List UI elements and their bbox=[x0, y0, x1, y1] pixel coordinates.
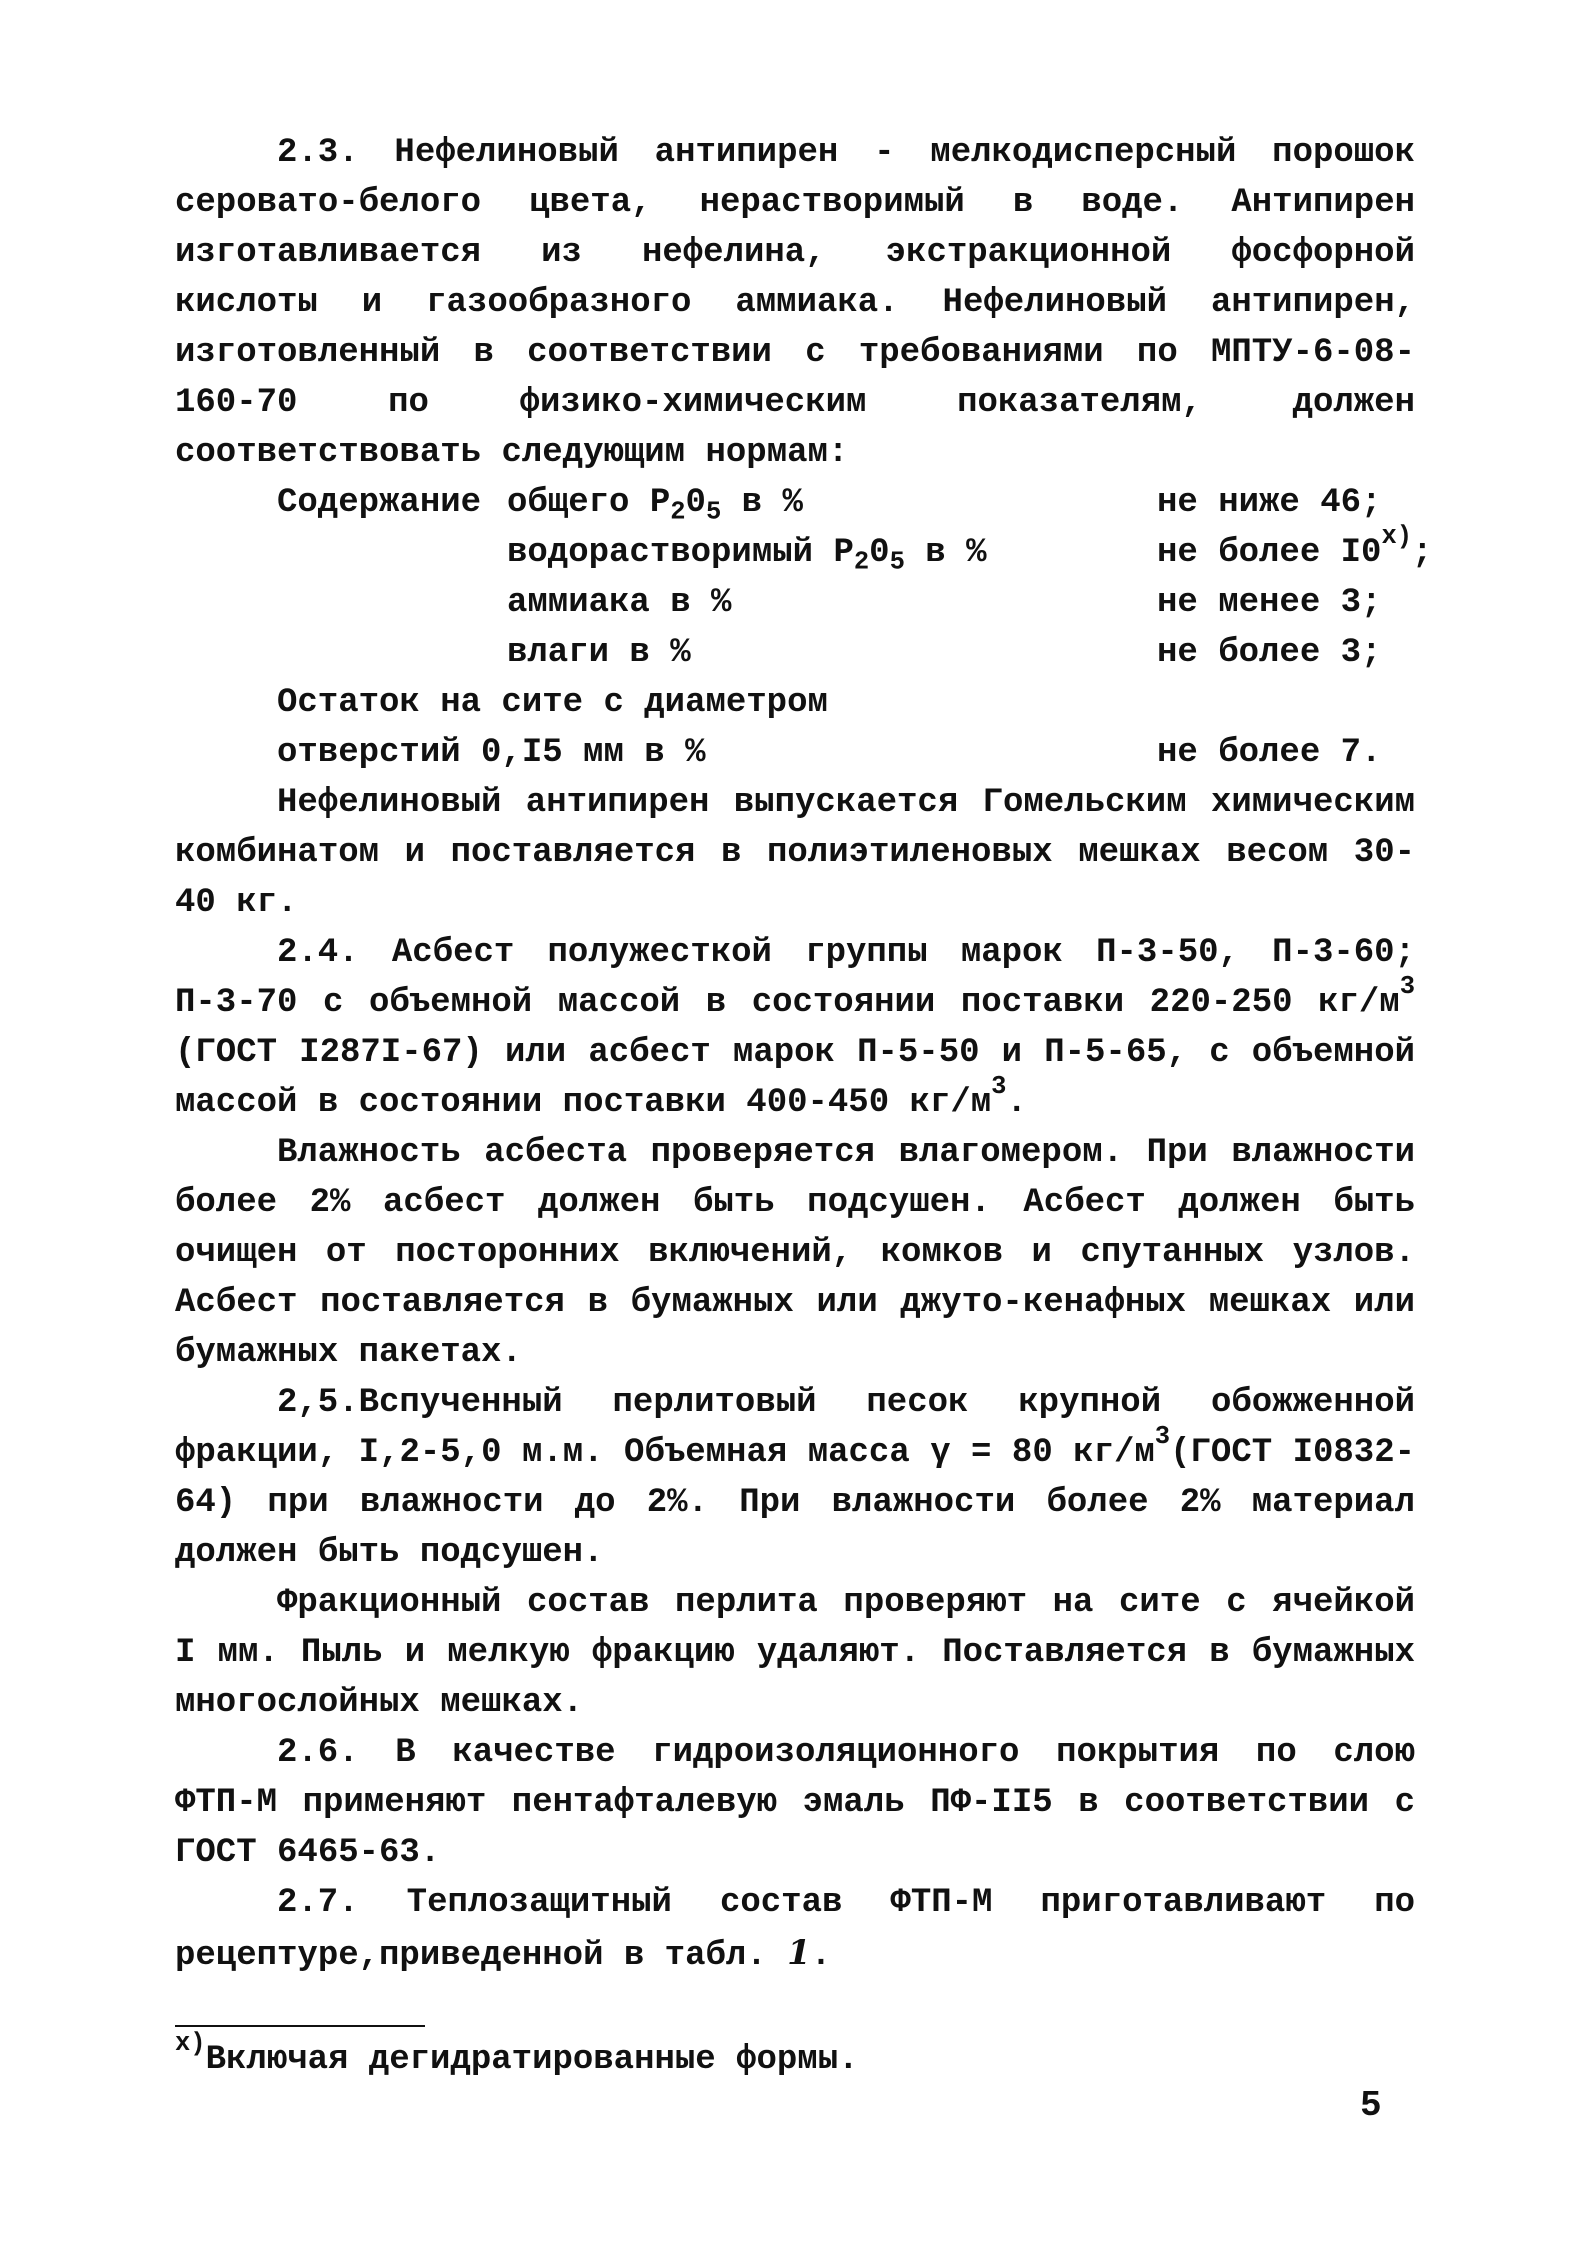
paragraph-2-7-part-b: . bbox=[810, 1937, 832, 1975]
footnote bbox=[175, 2029, 859, 2085]
specification-table bbox=[277, 478, 1433, 778]
spec-row2-item: водорастворимый $P_20_5$ в % bbox=[507, 534, 987, 577]
paragraph-2-4-tail-text: Влажность асбеста проверяется влагомером. При влажности более 2% асбест должен быть подсушен. Асбест должен быть очищен от посторонних включений, комков и спутанных узлов. Асбест поставляется в бумажных или джуто-кенафных мешках или бумажных пакетах. bbox=[175, 1134, 1415, 1372]
spec-row1-value: не ниже 46; bbox=[1157, 484, 1382, 522]
paragraph-2-3-text: 2.3. Нефелиновый антипирен - мелкодисперсный порошок серовато-белого цвета, нерастворимый в воде. Антипирен изготавливается из нефелина, экстракционной фосфорной кислоты и газообразного аммиака. Нефелиновый антипирен, изготовленный в соответствии с требованиями по МПТУ-6-08-160-70 по физико-химическим показателям, должен соответствовать следующим нормам: bbox=[175, 134, 1415, 472]
paragraph-2-4 bbox=[175, 928, 1415, 1128]
spec-row2-blank bbox=[277, 528, 507, 578]
superscript-cube-1: 3 bbox=[1399, 972, 1415, 1002]
footnote-divider bbox=[175, 2025, 425, 2027]
spec-row6-label: отверстий 0,I5 мм в % bbox=[277, 734, 706, 772]
spec-row4-item: влаги в % bbox=[507, 634, 691, 672]
footnote-text: Включая дегидратированные формы. bbox=[205, 2041, 859, 2079]
paragraph-2-3-tail-text: Нефелиновый антипирен выпускается Гомельским химическим комбинатом и поставляется в полиэтиленовых мешках весом 30-40 кг. bbox=[175, 784, 1415, 922]
spec-row1-item: общего $P_20_5$ в % bbox=[507, 484, 803, 527]
paragraph-2-4-part-a: 2.4. Асбест полужесткой группы марок П-3-50, П-3-60; П-3-70 с объемной массой в состоянии поставки 220-250 кг/м bbox=[175, 934, 1415, 1022]
spec-row5-label: Остаток на сите с диаметром bbox=[277, 684, 828, 722]
paragraph-2-5-tail-text: Фракционный состав перлита проверяют на сите с ячейкой I мм. Пыль и мелкую фракцию удаляют. Поставляется в бумажных многослойных мешках. bbox=[175, 1584, 1415, 1722]
paragraph-2-4-part-c: . bbox=[1006, 1084, 1027, 1122]
paragraph-2-3-tail bbox=[175, 778, 1415, 928]
spec-row3-blank bbox=[277, 578, 507, 628]
handwritten-table-number: 1 bbox=[787, 1933, 811, 1973]
paragraph-2-4-part-b: (ГОСТ I287I-67) или асбест марок П-5-50 и П-5-65, с объемной массой в состоянии поставки 400-450 кг/м bbox=[175, 1034, 1415, 1122]
paragraph-2-7-part-a: 2.7. Теплозащитный состав ФТП-М приготавливают по рецептуре,приведенной в табл. bbox=[175, 1884, 1415, 1975]
spec-row1-label: Содержание bbox=[277, 484, 482, 522]
paragraph-2-3 bbox=[175, 128, 1415, 478]
paragraph-2-5-tail bbox=[175, 1578, 1415, 1728]
superscript-cube-2: 3 bbox=[991, 1072, 1007, 1102]
paragraph-2-6-text: 2.6. В качестве гидроизоляционного покрытия по слою ФТП-М применяют пентафталевую эмаль ПФ-II5 в соответствии с ГОСТ 6465-63. bbox=[175, 1734, 1415, 1872]
superscript-cube-3: 3 bbox=[1154, 1422, 1171, 1452]
spec-row5-blank bbox=[1157, 678, 1432, 728]
paragraph-2-5 bbox=[175, 1378, 1415, 1578]
body-text bbox=[175, 128, 1433, 1981]
paragraph-2-6 bbox=[175, 1728, 1415, 1878]
spec-row6-value: не более 7. bbox=[1157, 734, 1382, 772]
spec-row3-value: не менее 3; bbox=[1157, 584, 1382, 622]
paragraph-2-5-part-b: (ГОСТ I0832-64) при влажности до 2%. При влажности более 2% материал должен быть подсушен. bbox=[175, 1434, 1416, 1572]
spec-row3-item: аммиака в % bbox=[507, 584, 732, 622]
paragraph-2-7 bbox=[175, 1878, 1415, 1981]
page-number: 5 bbox=[1360, 2085, 1382, 2126]
footnote-mark: x) bbox=[175, 2029, 206, 2059]
spec-row4-blank bbox=[277, 628, 507, 678]
paragraph-2-4-tail bbox=[175, 1128, 1415, 1378]
spec-row2-value: не более I0$^{x)}$; bbox=[1157, 522, 1433, 572]
paragraph-2-5-part-a: 2,5.Вспученный перлитовый песок крупной обожженной фракции, I,2-5,0 м.м. Объемная масса γ = 80 кг/м bbox=[175, 1384, 1415, 1472]
spec-row4-value: не более 3; bbox=[1157, 634, 1382, 672]
